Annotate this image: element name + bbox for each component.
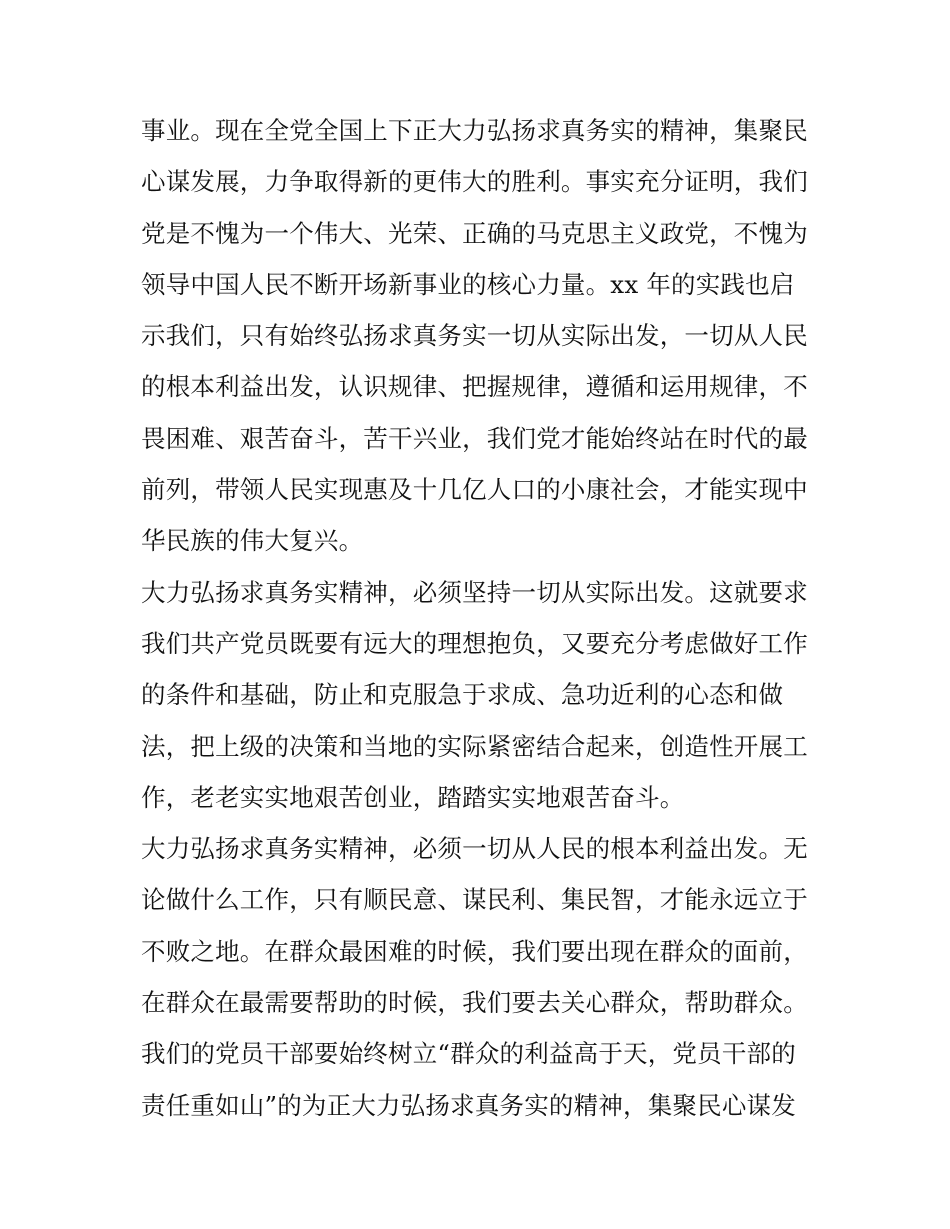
text-line: 责任重如山”的为正大力弘扬求真务实的精神，集聚民心谋发 [141, 1090, 796, 1120]
text-line: 不败之地。在群众最困难的时候，我们要出现在群众的面前， [141, 936, 808, 966]
text-line: 前列，带领人民实现惠及十几亿人口的小康社会，才能实现中 [141, 475, 808, 505]
text-line: 的条件和基础，防止和克服急于求成、急功近利的心态和做 [141, 680, 784, 710]
text-line: 领导中国人民不断开场新事业的核心力量。xx 年的实践也启 [141, 269, 795, 299]
text-line: 华民族的伟大复兴。 [141, 526, 364, 556]
text-line: 法，把上级的决策和当地的实际紧密结合起来，创造性开展工 [141, 731, 808, 761]
text-line: 示我们，只有始终弘扬求真务实一切从实际出发，一切从人民 [141, 321, 808, 351]
text-line: 的根本利益出发，认识规律、把握规律，遵循和运用规律，不 [141, 372, 808, 402]
text-line: 在群众在最需要帮助的时候，我们要去关心群众，帮助群众。 [141, 988, 808, 1018]
text-line: 我们的党员干部要始终树立“群众的利益高于天，党员干部的 [141, 1039, 796, 1069]
text-line: 畏困难、艰苦奋斗，苦干兴业，我们党才能始终站在时代的最 [141, 423, 808, 453]
text-line: 论做什么工作，只有顺民意、谋民利、集民智，才能永远立于 [141, 885, 808, 915]
text-line: 作，老老实实地艰苦创业，踏踏实实地艰苦奋斗。 [141, 782, 685, 812]
text-line: 党是不愧为一个伟大、光荣、正确的马克思主义政党，不愧为 [141, 218, 808, 248]
text-line: 大力弘扬求真务实精神，必须一切从人民的根本利益出发。无 [141, 834, 808, 864]
text-line: 事业。现在全党全国上下正大力弘扬求真务实的精神，集聚民 [141, 116, 808, 145]
text-line: 我们共产党员既要有远大的理想抱负，又要充分考虑做好工作 [141, 628, 808, 658]
body-text [141, 105, 821, 1131]
text-line: 心谋发展，力争取得新的更伟大的胜利。事实充分证明，我们 [141, 167, 808, 197]
text-line: 大力弘扬求真务实精神，必须坚持一切从实际出发。这就要求 [141, 577, 808, 607]
